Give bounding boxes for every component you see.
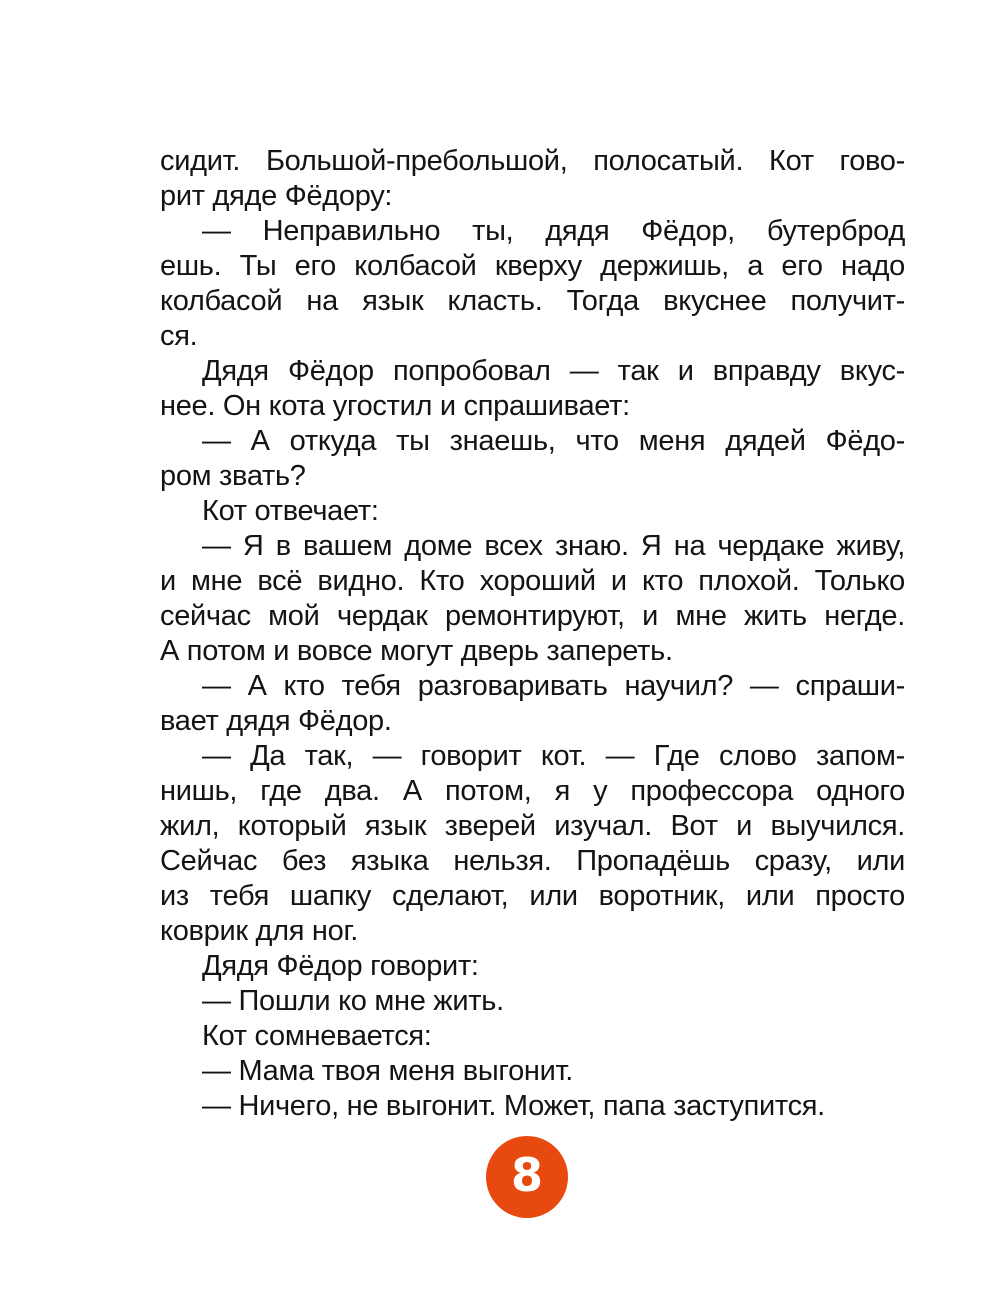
text-line: вает дядя Фёдор. bbox=[160, 705, 392, 737]
paragraph bbox=[160, 144, 905, 214]
paragraph bbox=[160, 494, 905, 529]
text-line: колбасой на язык класть. Тогда вкуснее получит- bbox=[160, 285, 905, 317]
text-line: жил, который язык зверей изучал. Вот и выучился. bbox=[160, 810, 905, 842]
text-line: и мне всё видно. Кто хороший и кто плохой. Только bbox=[160, 565, 905, 597]
page-number-badge bbox=[486, 1136, 568, 1218]
text-line: из тебя шапку сделают, или воротник, или просто bbox=[160, 880, 905, 912]
text-line: Сейчас без языка нельзя. Пропадёшь сразу, или bbox=[160, 845, 905, 877]
text-line: — Да так, — говорит кот. — Где слово запом- bbox=[202, 740, 905, 772]
text-line: — Мама твоя меня выгонит. bbox=[202, 1055, 574, 1087]
text-line: ся. bbox=[160, 320, 198, 352]
paragraph bbox=[160, 214, 905, 354]
text-line: ешь. Ты его колбасой кверху держишь, а его надо bbox=[160, 250, 905, 282]
text-line: сейчас мой чердак ремонтируют, и мне жить негде. bbox=[160, 600, 905, 632]
text-line: А потом и вовсе могут дверь запереть. bbox=[160, 635, 673, 667]
paragraph bbox=[160, 669, 905, 739]
paragraph bbox=[160, 529, 905, 669]
page-number: 8 bbox=[510, 1148, 543, 1202]
text-line: Кот отвечает: bbox=[202, 495, 379, 527]
text-line: Кот сомневается: bbox=[202, 1020, 432, 1052]
text-line: — Я в вашем доме всех знаю. Я на чердаке живу, bbox=[202, 530, 905, 562]
text-line: нишь, где два. А потом, я у профессора одного bbox=[160, 775, 905, 807]
text-line: рит дяде Фёдору: bbox=[160, 180, 393, 212]
paragraph bbox=[160, 984, 905, 1019]
paragraph bbox=[160, 739, 905, 949]
text-line: — Пошли ко мне жить. bbox=[202, 985, 504, 1017]
text-block bbox=[160, 144, 905, 1124]
paragraph bbox=[160, 1019, 905, 1054]
paragraph bbox=[160, 1054, 905, 1089]
text-line: — А кто тебя разговаривать научил? — спраши- bbox=[202, 670, 905, 702]
text-line: — Ничего, не выгонит. Может, папа заступится. bbox=[202, 1090, 825, 1122]
text-line: нее. Он кота угостил и спрашивает: bbox=[160, 390, 630, 422]
paragraph bbox=[160, 1089, 905, 1124]
paragraph bbox=[160, 424, 905, 494]
text-line: сидит. Большой-пребольшой, полосатый. Кот гово- bbox=[160, 145, 905, 177]
text-line: ром звать? bbox=[160, 460, 306, 492]
text-line: Дядя Фёдор говорит: bbox=[202, 950, 479, 982]
text-line: Дядя Фёдор попробовал — так и вправду вкус- bbox=[202, 355, 905, 387]
text-line: — А откуда ты знаешь, что меня дядей Фёдо- bbox=[202, 425, 905, 457]
paragraph bbox=[160, 354, 905, 424]
text-line: коврик для ног. bbox=[160, 915, 358, 947]
text-line: — Неправильно ты, дядя Фёдор, бутерброд bbox=[202, 215, 905, 247]
paragraph bbox=[160, 949, 905, 984]
